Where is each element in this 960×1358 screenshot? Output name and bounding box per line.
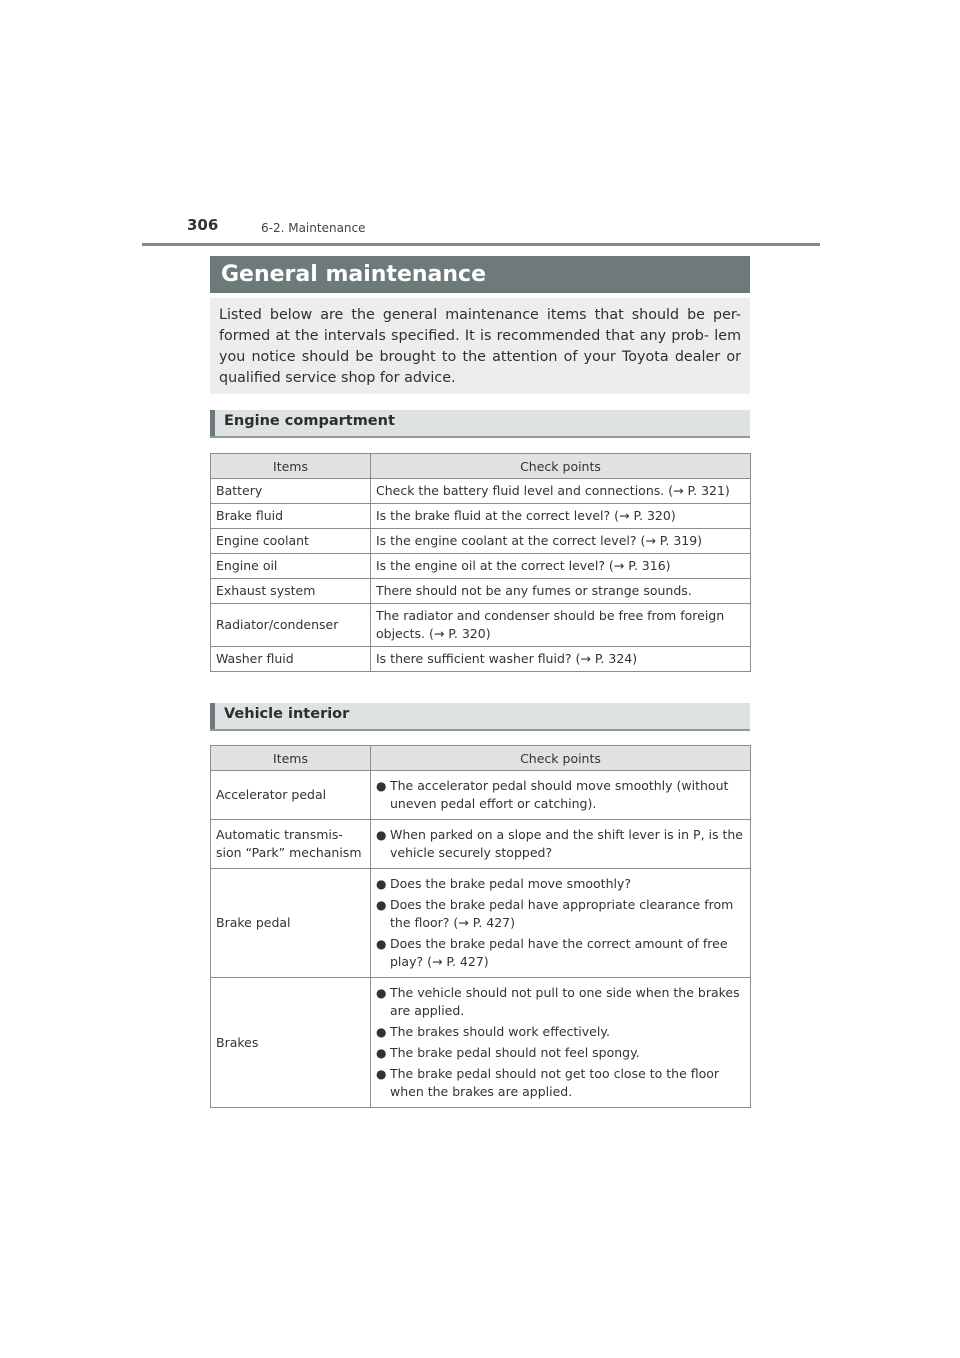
table-row bbox=[211, 771, 751, 820]
column-header-items: Items bbox=[211, 454, 371, 479]
bullet-dot-icon: ● bbox=[376, 828, 387, 842]
bullet-item bbox=[376, 1044, 745, 1062]
bullet-dot-icon: ● bbox=[376, 937, 387, 951]
item-cell: Battery bbox=[211, 479, 371, 504]
engine-compartment-heading bbox=[210, 410, 750, 438]
page-number: 306 bbox=[187, 216, 219, 234]
check-point-cell bbox=[371, 820, 751, 869]
bullet-item bbox=[376, 777, 745, 813]
section-label: 6-2. Maintenance bbox=[261, 221, 366, 235]
bullet-item bbox=[376, 935, 745, 971]
bullet-item bbox=[376, 896, 745, 932]
bullet-text: The brake pedal should not feel spongy. bbox=[390, 1045, 640, 1060]
bullet-text: The accelerator pedal should move smoothly (without uneven pedal effort or catching). bbox=[390, 778, 729, 811]
bullet-text: Does the brake pedal have the correct amount of free play? (→ P. 427) bbox=[390, 936, 728, 969]
check-point-cell: Is there sufficient washer fluid? (→ P. 324) bbox=[371, 647, 751, 672]
item-cell: Engine coolant bbox=[211, 529, 371, 554]
check-point-cell: Is the brake fluid at the correct level? (→ P. 320) bbox=[371, 504, 751, 529]
check-point-cell: Is the engine coolant at the correct level? (→ P. 319) bbox=[371, 529, 751, 554]
bullet-item bbox=[376, 1065, 745, 1101]
check-point-cell bbox=[371, 869, 751, 978]
item-cell: Engine oil bbox=[211, 554, 371, 579]
bullet-item bbox=[376, 875, 745, 893]
table-row bbox=[211, 479, 751, 504]
table-row bbox=[211, 647, 751, 672]
item-cell: Exhaust system bbox=[211, 579, 371, 604]
table-row bbox=[211, 604, 751, 647]
table-row bbox=[211, 554, 751, 579]
vehicle-interior-table bbox=[210, 745, 751, 1108]
vehicle-interior-heading-text: Vehicle interior bbox=[224, 706, 350, 722]
bullet-item bbox=[376, 984, 745, 1020]
table-row bbox=[211, 504, 751, 529]
bullet-text: The brake pedal should not get too close to the floor when the brakes are applied. bbox=[390, 1066, 720, 1099]
table-row bbox=[211, 820, 751, 869]
column-header-check-points: Check points bbox=[371, 746, 751, 771]
header-rule bbox=[142, 243, 820, 246]
bullet-dot-icon: ● bbox=[376, 1025, 387, 1039]
vehicle-interior-heading bbox=[210, 703, 750, 731]
item-cell: Automatic transmis- sion “Park” mechanism bbox=[211, 820, 371, 869]
bullet-item bbox=[376, 826, 745, 862]
check-point-cell bbox=[371, 771, 751, 820]
engine-compartment-heading-text: Engine compartment bbox=[224, 413, 395, 429]
bullet-dot-icon: ● bbox=[376, 898, 387, 912]
check-point-cell: The radiator and condenser should be free from foreign objects. (→ P. 320) bbox=[371, 604, 751, 647]
heading-accent-bar bbox=[210, 703, 215, 729]
table-header-row bbox=[211, 454, 751, 479]
bullet-dot-icon: ● bbox=[376, 1067, 387, 1081]
table-row bbox=[211, 978, 751, 1108]
item-cell: Washer fluid bbox=[211, 647, 371, 672]
bullet-text: When parked on a slope and the shift lever is in P, is the vehicle securely stopped? bbox=[390, 827, 743, 860]
engine-compartment-table bbox=[210, 453, 751, 672]
item-cell: Brake pedal bbox=[211, 869, 371, 978]
bullet-item bbox=[376, 1023, 745, 1041]
bullet-text: Does the brake pedal have appropriate clearance from the floor? (→ P. 427) bbox=[390, 897, 734, 930]
check-point-cell: There should not be any fumes or strange sounds. bbox=[371, 579, 751, 604]
intro-paragraph: Listed below are the general maintenance items that should be per- formed at the intervals specified. It is recommended that any prob- lem you notice should be brought to the attention of your Toyota dealer or qualified service shop for advice. bbox=[210, 298, 750, 394]
heading-accent-bar bbox=[210, 410, 215, 436]
bullet-dot-icon: ● bbox=[376, 779, 387, 793]
check-point-cell: Check the battery fluid level and connections. (→ P. 321) bbox=[371, 479, 751, 504]
bullet-dot-icon: ● bbox=[376, 877, 387, 891]
column-header-check-points: Check points bbox=[371, 454, 751, 479]
bullet-dot-icon: ● bbox=[376, 986, 387, 1000]
check-point-cell bbox=[371, 978, 751, 1108]
table-row bbox=[211, 869, 751, 978]
column-header-items: Items bbox=[211, 746, 371, 771]
bullet-text: Does the brake pedal move smoothly? bbox=[390, 876, 631, 891]
item-cell: Accelerator pedal bbox=[211, 771, 371, 820]
table-row bbox=[211, 579, 751, 604]
bullet-text: The brakes should work effectively. bbox=[390, 1024, 610, 1039]
item-cell: Radiator/condenser bbox=[211, 604, 371, 647]
table-header-row bbox=[211, 746, 751, 771]
bullet-text: The vehicle should not pull to one side when the brakes are applied. bbox=[390, 985, 740, 1018]
item-cell: Brake fluid bbox=[211, 504, 371, 529]
bullet-dot-icon: ● bbox=[376, 1046, 387, 1060]
check-point-cell: Is the engine oil at the correct level? (→ P. 316) bbox=[371, 554, 751, 579]
page-title: General maintenance bbox=[210, 256, 750, 293]
table-row bbox=[211, 529, 751, 554]
item-cell: Brakes bbox=[211, 978, 371, 1108]
